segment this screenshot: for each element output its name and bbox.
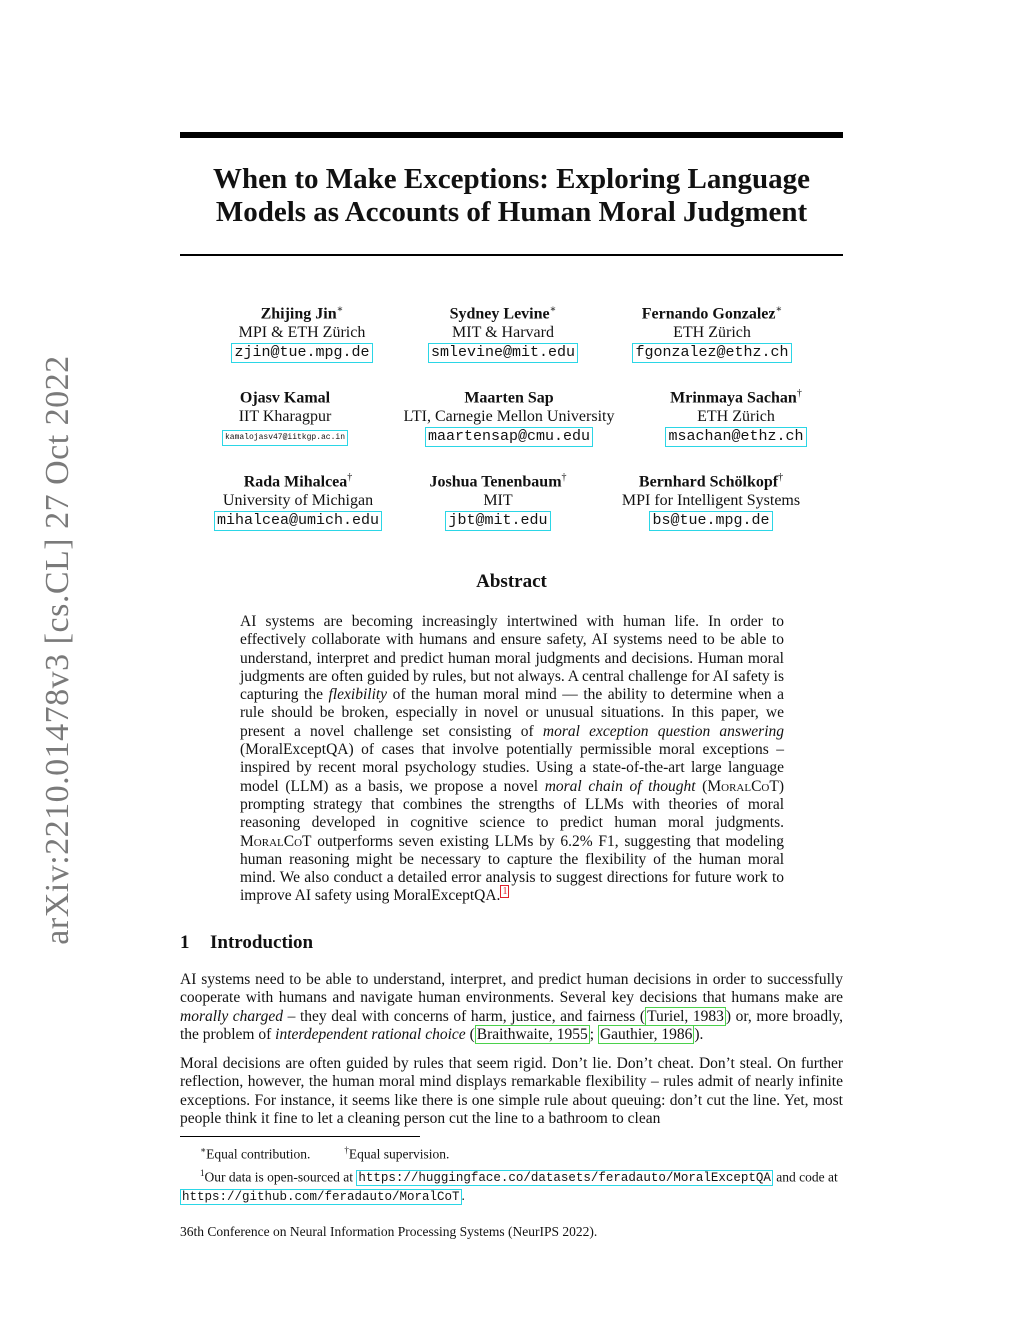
footnote-1-link[interactable]: 1 (502, 886, 508, 898)
author-block: Mrinmaya Sachan† ETH Zürich msachan@ethz.ch (616, 385, 856, 447)
author-email-link[interactable]: kamalojasv47@iitkgp.ac.in (222, 430, 348, 446)
citation-link[interactable]: Gauthier, 1986 (599, 1025, 693, 1043)
section-heading: 1 Introduction (180, 932, 314, 953)
author-email-link[interactable]: smlevine@mit.edu (428, 343, 578, 363)
author-block: Rada Mihalcea† University of Michigan mihalcea@umich.edu (178, 469, 418, 531)
citation-link[interactable]: Turiel, 1983 (647, 1007, 724, 1025)
intro-paragraph-2: Moral decisions are often guided by rules that seem rigid. Don’t lie. Don’t cheat. Don’t steal. On further reflection, however, the human moral mind displays remarkable flexibility – rules admit of nearly infinite exceptions. For instance, it seems like there is one simple rule about queuing: don’t cut the line. Yet, most people think it fine to let a cleaning person cut the line to a bathroom to clean (180, 1055, 843, 1127)
citation-link[interactable]: Braithwaite, 1955 (476, 1025, 588, 1043)
author-block: Joshua Tenenbaum† MIT jbt@mit.edu (429, 472, 567, 530)
intro-paragraph-1: AI systems need to be able to understand, interpret, and predict human decisions in order to successfully cooperate with humans and navigate human environments. Several key decisions that humans make are morally charged – they deal with concerns of harm, justice, and fairness ( Turiel, 1983 ) or, more broadly, the problem of interdependent rational choice ( Braithwaite, 1955 ; Gauthier, 1986 ). (180, 971, 844, 1043)
title-bottom-rule (180, 254, 843, 256)
author-email-link[interactable]: msachan@ethz.ch (665, 427, 806, 447)
author-email-link[interactable]: jbt@mit.edu (445, 511, 550, 531)
paper-title: When to Make Exceptions: Exploring Language Models as Accounts of Human Moral Judgment (213, 163, 810, 228)
title-top-rule (180, 132, 843, 138)
author-block: Fernando Gonzalez∗ ETH Zürich fgonzalez@ethz.ch (592, 301, 832, 363)
author-block: Ojasv Kamal IIT Kharagpur kamalojasv47@iitkgp.ac.in (165, 385, 405, 446)
conference-note: 36th Conference on Neural Information Processing Systems (NeurIPS 2022). (180, 1224, 598, 1239)
author-block: Zhijing Jin∗ MPI & ETH Zürich zjin@tue.mpg.de (182, 301, 422, 363)
footnote-rule (180, 1136, 420, 1137)
author-block: Bernhard Schölkopf† MPI for Intelligent Systems bs@tue.mpg.de (621, 472, 801, 530)
dataset-url-link[interactable]: https://huggingface.co/datasets/feradauto/MoralExceptQA (358, 1171, 771, 1185)
author-block: Sydney Levine∗ MIT & Harvard smlevine@mit.edu (383, 301, 623, 363)
author-block: Maarten Sap LTI, Carnegie Mellon University maartensap@cmu.edu (403, 389, 615, 446)
author-email-link[interactable]: maartensap@cmu.edu (425, 427, 593, 447)
author-email-link[interactable]: fgonzalez@ethz.ch (632, 343, 791, 363)
code-url-link[interactable]: https://github.com/feradauto/MoralCoT (182, 1190, 460, 1204)
author-email-link[interactable]: bs@tue.mpg.de (649, 511, 772, 531)
abstract-body: AI systems are becoming increasingly intertwined with human life. In order to effectively collaborate with humans and ensure safety, AI systems need to be able to understand, interpret and predict human moral judgments and decisions. Human moral judgments are often guided by rules, but not always. A central challenge for AI safety is capturing the flexibility of the human moral mind — the ability to determine when a rule should be broken, especially in novel or unusual situations. In this paper, we present a novel challenge set consisting of moral exception question answering (MoralExceptQA) of cases that involve potentially permissible moral exceptions – inspired by recent moral psychology studies. Using a state-of-the-art large language model (LLM) as a basis, we propose a novel moral chain of thought (MoralCoT) prompting strategy that combines the strengths of LLMs with theories of moral reasoning developed in cognitive science to predict human moral judgments. MoralCoT outperforms seven existing LLMs by 6.2% F1, suggesting that modeling human reasoning might be necessary to capture the flexibility of the human moral mind. We also conduct a detailed error analysis to suggest directions for future work to improve AI safety using MoralExceptQA. $^1$ (240, 613, 785, 905)
author-email-link[interactable]: zjin@tue.mpg.de (231, 343, 372, 363)
abstract-heading: Abstract (476, 571, 547, 592)
footnotes: ∗Equal contribution. †Equal supervision. $^1$Our data is open-sourced at https://huggingface.co/datasets/feradauto/MoralExceptQA and code at https://github.com/feradauto/MoralCoT . (182, 1145, 838, 1204)
author-email-link[interactable]: mihalcea@umich.edu (214, 511, 382, 531)
